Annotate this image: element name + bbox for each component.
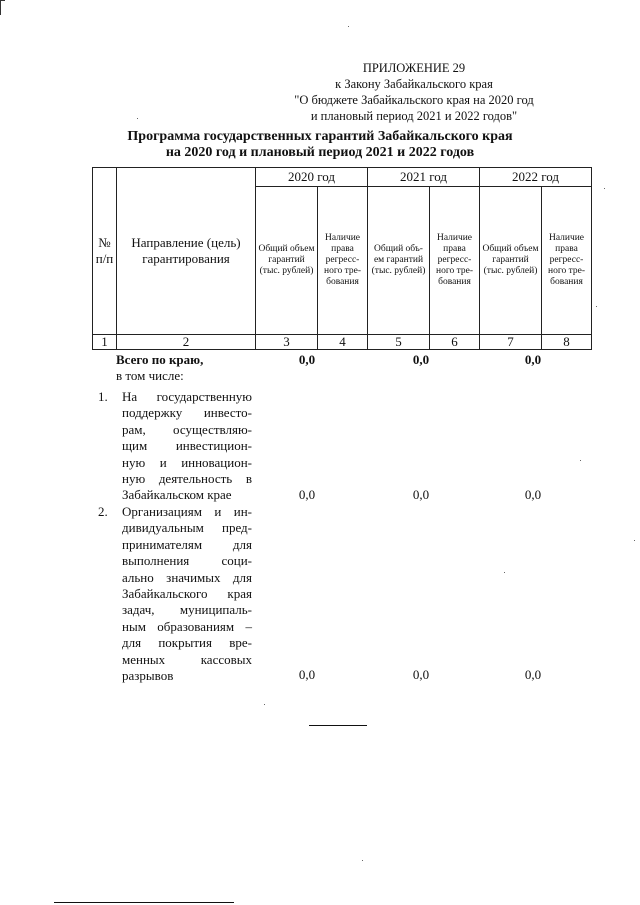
item-2-line: разрывов (122, 668, 174, 684)
column-number-7: 7 (480, 335, 542, 350)
column-number-5: 5 (368, 335, 430, 350)
col-number-header: № п/п (93, 168, 117, 335)
document-title-line-1: Программа государственных гарантий Забайкальского края (127, 129, 513, 144)
item-1-line: рам, осуществляю- (122, 421, 252, 437)
item-1-line: Забайкальском крае (122, 487, 232, 503)
scan-speck (264, 704, 265, 705)
item-1-value-2021: 0,0 (412, 487, 430, 502)
end-divider (309, 725, 367, 726)
item-1-line: ную деятельность в (122, 471, 252, 487)
total-value-2020: 0,0 (298, 352, 316, 367)
item-2-line: Организациям и ин- (122, 504, 252, 519)
scan-speck (362, 860, 363, 861)
appendix-law-ref: к Закону Забайкальского края (335, 77, 493, 91)
item-1-value-2022: 0,0 (524, 487, 542, 502)
item-2-description (122, 504, 252, 684)
sub-header-regress-2022: Наличие права регресс-ного тре-бования (542, 187, 592, 335)
total-sub-label: в том числе: (116, 368, 184, 383)
year-2022-header: 2022 год (480, 168, 592, 187)
item-2-line: ально значимых для (122, 569, 252, 585)
item-1-line: На государственную (122, 389, 252, 404)
footer-line (54, 902, 234, 903)
item-2-value-2021: 0,0 (412, 667, 430, 682)
item-2-line: дивидуальным пред- (122, 520, 252, 536)
scan-speck (137, 118, 138, 119)
item-2-line: выполнения соци- (122, 553, 252, 569)
item-2-line: для покрытия вре- (122, 635, 252, 651)
item-1-line: ную и инновацион- (122, 454, 252, 470)
column-number-1: 1 (93, 335, 117, 350)
sub-header-regress-2020: Наличие права регресс-ного тре-бования (318, 187, 368, 335)
item-1-line: щим инвестицион- (122, 438, 252, 454)
sub-header-regress-2021: Наличие права регресс-ного тре-бования (430, 187, 480, 335)
item-1-description (122, 389, 252, 504)
appendix-law-title-2: и плановый период 2021 и 2022 годов" (310, 109, 518, 123)
item-2-number: 2. (98, 504, 108, 519)
total-value-2022: 0,0 (524, 352, 542, 367)
item-1-line: поддержку инвесто- (122, 405, 252, 421)
scan-speck (634, 540, 635, 541)
scan-speck (604, 188, 605, 189)
scan-speck (580, 460, 581, 461)
year-2020-header: 2020 год (256, 168, 368, 187)
document-title-line-2: на 2020 год и плановый период 2021 и 2022 годов (165, 145, 475, 160)
appendix-law-title-1: "О бюджете Забайкальского края на 2020 год (294, 93, 534, 107)
guarantees-table-header (92, 167, 592, 350)
column-number-4: 4 (318, 335, 368, 350)
total-label: Всего по краю, (116, 352, 204, 367)
scan-speck (596, 306, 597, 307)
column-number-6: 6 (430, 335, 480, 350)
sub-header-volume-2020: Общий объем гарантий (тыс. рублей) (256, 187, 318, 335)
item-2-value-2020: 0,0 (298, 667, 316, 682)
column-number-2: 2 (117, 335, 256, 350)
column-number-3: 3 (256, 335, 318, 350)
item-2-line: менных кассовых (122, 651, 252, 667)
scan-speck (504, 572, 505, 573)
item-2-value-2022: 0,0 (524, 667, 542, 682)
scan-corner-mark (0, 0, 5, 15)
item-1-value-2020: 0,0 (298, 487, 316, 502)
item-2-line: Забайкальского края (122, 586, 252, 602)
appendix-header (264, 60, 564, 124)
col-direction-header: Направление (цель) гарантирования (117, 168, 256, 335)
year-2021-header: 2021 год (368, 168, 480, 187)
document-title (70, 129, 570, 161)
item-1-number: 1. (98, 389, 108, 404)
column-number-8: 8 (542, 335, 592, 350)
appendix-number: ПРИЛОЖЕНИЕ 29 (362, 61, 466, 75)
item-2-line: принимателям для (122, 536, 252, 552)
item-2-line: задач, муниципаль- (122, 602, 252, 618)
scan-speck (348, 26, 349, 27)
sub-header-volume-2022: Общий объем гарантий (тыс. рублей) (480, 187, 542, 335)
item-2-line: ным образованиям – (122, 618, 252, 634)
total-value-2021: 0,0 (412, 352, 430, 367)
sub-header-volume-2021: Общий объ-ем гарантий (тыс. рублей) (368, 187, 430, 335)
